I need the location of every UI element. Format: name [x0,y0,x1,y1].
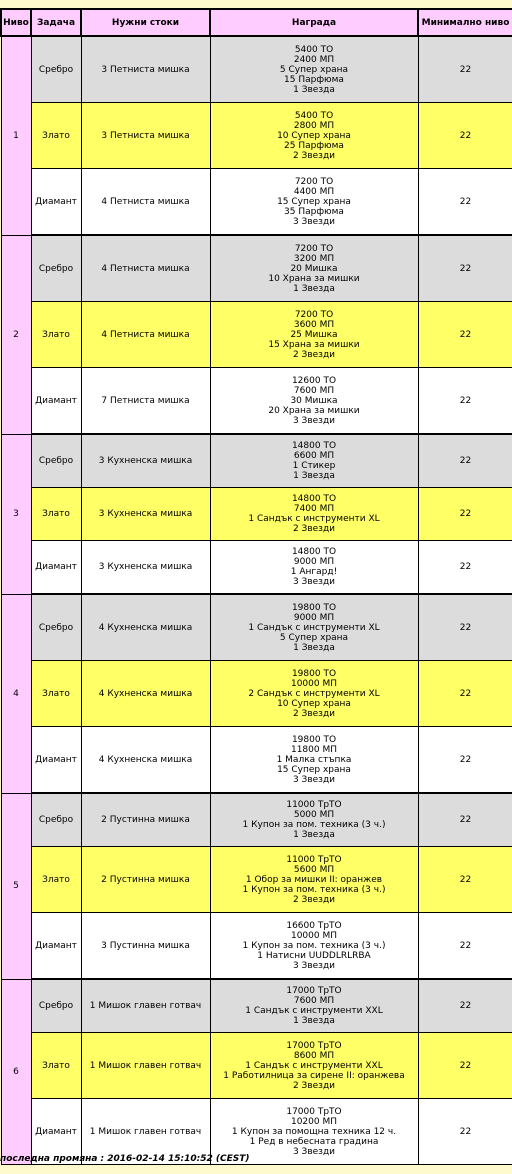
reward-line: 1 Сандък с инструменти XXL [245,1006,383,1016]
reward-line: 1 Звезда [293,1016,335,1026]
header-min-level: Минимално ниво [418,9,512,36]
reward-line: 4400 МП [293,186,335,197]
min-level-cell: 22 [418,434,512,488]
reward-line: 15 Парфюма [284,74,344,85]
task-cell: Диамант [31,727,81,794]
reward-line: 1 Сандък с инструменти XL [248,514,380,524]
reward-line: 10 Супер храна [277,130,351,141]
reward-cell [210,793,418,847]
min-level-cell: 22 [418,235,512,302]
reward-line: 35 Парфюма [284,206,344,217]
goods-cell: 7 Петниста мишка [81,368,210,435]
goods-cell: 4 Кухненска мишка [81,727,210,794]
table-row [1,169,512,236]
task-cell: Злато [31,661,81,727]
reward-line: 14800 ТО [291,547,337,557]
min-level-cell: 22 [418,1099,512,1165]
task-cell: Диамант [31,368,81,435]
reward-line: 15 Супер храна [277,764,351,775]
reward-line: 5000 МП [293,810,335,820]
goods-cell: 2 Пустинна мишка [81,793,210,847]
goods-cell: 3 Петниста мишка [81,36,210,103]
reward-line: 15 Храна за мишки [268,339,360,350]
reward-line: 2 Звезди [292,524,336,534]
reward-cell [210,661,418,727]
reward-line: 25 Парфюма [284,140,344,151]
reward-line: 3200 МП [293,253,335,264]
min-level-cell: 22 [418,488,512,541]
min-level-cell: 22 [418,979,512,1033]
reward-line: 12600 ТО [291,375,337,386]
reward-line: 7200 ТО [294,309,334,320]
reward-line: 17000 ТрТО [286,1040,342,1051]
reward-cell [210,979,418,1033]
task-cell: Злато [31,1033,81,1099]
goods-cell: 1 Мишок главен готвач [81,979,210,1033]
reward-line: 10 Супер храна [277,698,351,709]
table-row [1,847,512,913]
reward-line: 5600 МП [293,864,335,875]
reward-line: 2 Звезди [292,150,336,161]
level-cell: 1 [1,36,31,235]
goods-cell: 3 Кухненска мишка [81,434,210,488]
reward-cell [210,727,418,794]
goods-cell: 3 Пустинна мишка [81,913,210,980]
reward-line: 1 Звезда [293,283,335,294]
reward-line: 14800 ТО [291,494,337,504]
table-row [1,541,512,595]
reward-line: 1 Стикер [292,461,336,471]
min-level-cell: 22 [418,103,512,169]
reward-line: 17000 ТрТО [286,1106,342,1117]
goods-cell: 3 Кухненска мишка [81,541,210,595]
reward-line: 2 Звезди [292,894,336,905]
reward-cell [210,169,418,236]
reward-line: 7400 МП [293,504,335,514]
min-level-cell: 22 [418,594,512,661]
table-row [1,793,512,847]
min-level-cell: 22 [418,793,512,847]
task-cell: Злато [31,847,81,913]
reward-cell [210,847,418,913]
task-cell: Сребро [31,793,81,847]
reward-line: 11000 ТрТО [286,800,342,810]
table-row [1,235,512,302]
header-task: Задача [31,9,81,36]
reward-line: 1 Ангард! [290,567,338,577]
reward-line: 1 Звезда [293,830,335,840]
reward-cell [210,488,418,541]
level-cell: 2 [1,235,31,434]
reward-line: 1 Сандък с инструменти XXL [245,1060,383,1071]
reward-line: 10000 МП [290,930,338,941]
reward-line: 9000 МП [293,612,335,623]
reward-line: 7200 ТО [294,243,334,254]
table-header [1,9,512,36]
reward-line: 2800 МП [293,120,335,131]
header-reward: Награда [210,9,418,36]
goods-cell: 3 Кухненска мишка [81,488,210,541]
reward-line: 3600 МП [293,319,335,330]
task-cell: Злато [31,302,81,368]
task-cell: Сребро [31,434,81,488]
goods-cell: 1 Мишок главен готвач [81,1033,210,1099]
reward-line: 5400 ТО [294,44,334,55]
reward-line: 2 Звезди [292,708,336,719]
reward-line: 1 Купон за помощна техника 12 ч. [231,1126,397,1137]
level-cell: 4 [1,594,31,793]
reward-line: 3 Звезди [292,774,336,785]
task-cell: Диамант [31,1099,81,1165]
reward-line: 16600 ТрТО [286,920,342,931]
reward-line: 1 Звезда [293,471,335,481]
reward-cell [210,103,418,169]
reward-line: 1 Обор за мишки II: оранжев [245,874,383,885]
reward-line: 15 Супер храна [277,196,351,207]
reward-line: 1 Ред в небесната градина [249,1136,379,1147]
table-row [1,103,512,169]
reward-cell [210,541,418,595]
reward-line: 5 Супер храна [279,64,349,75]
task-cell: Сребро [31,979,81,1033]
reward-line: 2 Звезди [292,1080,336,1091]
reward-line: 3 Звезди [292,216,336,227]
header-level: Ниво [1,9,31,36]
min-level-cell: 22 [418,36,512,103]
min-level-cell: 22 [418,913,512,980]
reward-line: 30 Мишка [290,395,338,406]
goods-cell: 2 Пустинна мишка [81,847,210,913]
task-cell: Диамант [31,913,81,980]
reward-line: 1 Звезда [293,84,335,95]
min-level-cell: 22 [418,368,512,435]
reward-line: 19800 ТО [291,734,337,745]
reward-line: 17000 ТрТО [286,986,342,996]
reward-line: 1 Купон за пом. техника (3 ч.) [242,820,386,830]
reward-line: 11800 МП [290,744,338,755]
reward-line: 1 Сандък с инструменти XL [248,622,380,633]
table-row [1,913,512,980]
task-cell: Злато [31,488,81,541]
reward-cell [210,36,418,103]
reward-line: 2400 МП [293,54,335,65]
table-body [1,36,512,1165]
min-level-cell: 22 [418,847,512,913]
reward-line: 10000 МП [290,678,338,689]
reward-line: 19800 ТО [291,668,337,679]
reward-line: 3 Звезди [292,1146,336,1157]
reward-cell [210,302,418,368]
reward-line: 1 Натисни UUDDLRLRBA [257,950,371,961]
task-cell: Злато [31,103,81,169]
table-row [1,434,512,488]
reward-cell [210,594,418,661]
reward-line: 20 Храна за мишки [268,405,360,416]
task-cell: Сребро [31,235,81,302]
reward-cell [210,913,418,980]
table-row [1,368,512,435]
reward-line: 10200 МП [290,1116,338,1127]
table-row [1,979,512,1033]
table-row [1,1033,512,1099]
reward-line: 8600 МП [293,1050,335,1061]
last-modified: последна промяна : 2016-02-14 15:10:52 (CEST) [0,1154,250,1164]
reward-line: 9000 МП [293,557,335,567]
reward-cell [210,235,418,302]
table-row [1,661,512,727]
goods-cell: 4 Кухненска мишка [81,594,210,661]
reward-line: 2 Звезди [292,349,336,360]
reward-line: 2 Сандък с инструменти XL [248,688,380,699]
goods-cell: 4 Петниста мишка [81,302,210,368]
reward-line: 5 Супер храна [279,632,349,643]
reward-line: 19800 ТО [291,602,337,613]
quest-table [0,8,512,1165]
reward-line: 10 Храна за мишки [268,273,360,284]
table-row [1,727,512,794]
reward-line: 5400 ТО [294,110,334,121]
reward-line: 1 Малка стъпка [276,754,352,765]
task-cell: Диамант [31,169,81,236]
table-row [1,594,512,661]
reward-cell [210,368,418,435]
reward-cell [210,434,418,488]
reward-line: 1 Звезда [293,642,335,653]
reward-line: 1 Купон за пом. техника (3 ч.) [242,884,386,895]
min-level-cell: 22 [418,661,512,727]
reward-line: 1 Купон за пом. техника (3 ч.) [242,940,386,951]
table-row [1,302,512,368]
goods-cell: 1 Мишок главен готвач [81,1099,210,1165]
table-row [1,36,512,103]
min-level-cell: 22 [418,169,512,236]
header-goods: Нужни стоки [81,9,210,36]
reward-line: 14800 ТО [291,441,337,451]
min-level-cell: 22 [418,302,512,368]
goods-cell: 4 Кухненска мишка [81,661,210,727]
level-cell: 5 [1,793,31,979]
min-level-cell: 22 [418,727,512,794]
reward-line: 7600 МП [293,996,335,1006]
reward-line: 11000 ТрТО [286,854,342,865]
reward-line: 25 Мишка [290,329,338,340]
goods-cell: 4 Петниста мишка [81,169,210,236]
reward-line: 3 Звезди [292,960,336,971]
min-level-cell: 22 [418,1033,512,1099]
reward-cell [210,1033,418,1099]
goods-cell: 3 Петниста мишка [81,103,210,169]
task-cell: Сребро [31,36,81,103]
task-cell: Диамант [31,541,81,595]
min-level-cell: 22 [418,541,512,595]
table-row [1,488,512,541]
reward-line: 3 Звезди [292,415,336,426]
level-cell: 6 [1,979,31,1165]
reward-line: 3 Звезди [292,577,336,587]
reward-line: 7600 МП [293,385,335,396]
task-cell: Сребро [31,594,81,661]
goods-cell: 4 Петниста мишка [81,235,210,302]
level-cell: 3 [1,434,31,594]
reward-line: 6600 МП [293,451,335,461]
reward-line: 1 Работилница за сирене II: оранжева [223,1070,405,1081]
reward-line: 20 Мишка [290,263,338,274]
reward-line: 7200 ТО [294,176,334,187]
